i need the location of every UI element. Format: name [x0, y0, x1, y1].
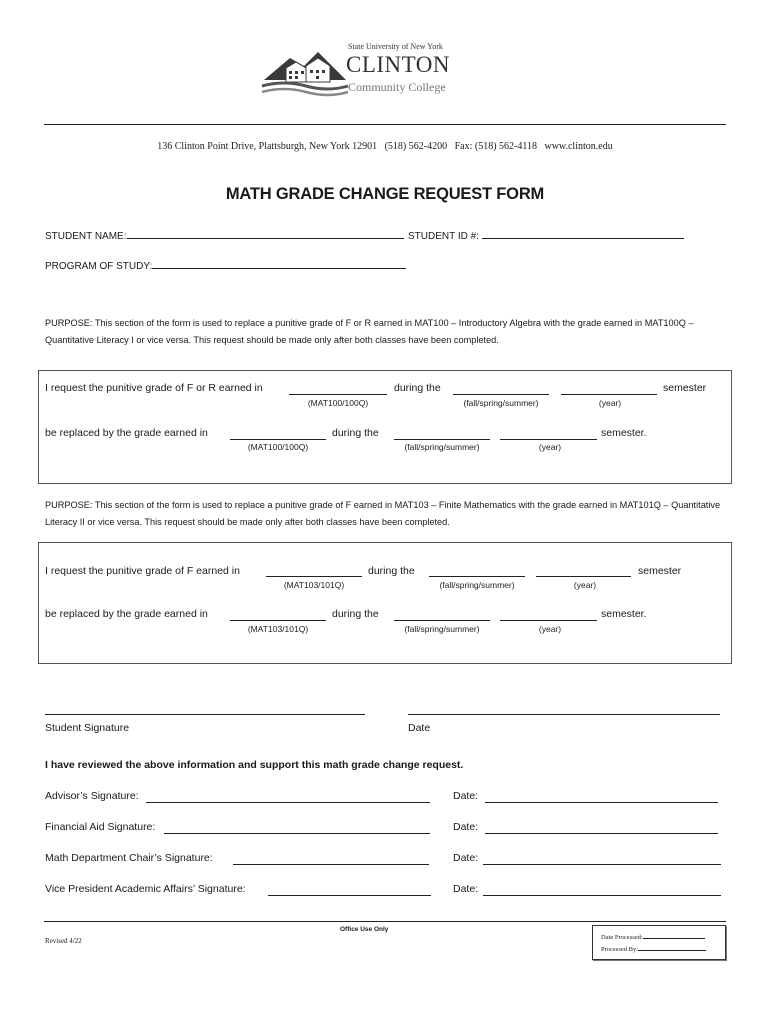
- advisor-signature-label: Advisor’s Signature:: [45, 790, 139, 802]
- program-label: PROGRAM OF STUDY:: [45, 261, 153, 272]
- student-name-line[interactable]: [127, 226, 404, 239]
- section1-row2-year-line[interactable]: [500, 439, 597, 440]
- header-rule: [44, 124, 726, 125]
- program-line[interactable]: [152, 256, 406, 269]
- section2-row1-during: during the: [368, 565, 415, 577]
- section1-row2-term-caption: (fall/spring/summer): [404, 442, 480, 452]
- review-statement: I have reviewed the above information and support this math grade change request.: [45, 759, 464, 771]
- advisor-signature-line[interactable]: [146, 802, 430, 803]
- section2-row1-year-caption: (year): [573, 580, 597, 590]
- logo-name: CLINTON: [346, 52, 451, 77]
- date-processed-field[interactable]: [601, 932, 705, 941]
- footer-rule: [44, 921, 726, 922]
- vp-signature-label: Vice President Academic Affairs’ Signature:: [45, 883, 246, 895]
- date-processed-label: Date Processed:: [601, 934, 643, 941]
- chair-date-line[interactable]: [483, 864, 721, 865]
- section2-row1-year-line[interactable]: [536, 576, 631, 577]
- section2-row2-term-line[interactable]: [394, 620, 490, 621]
- revised-label: Revised 4/22: [45, 937, 82, 945]
- section2-row1-term-line[interactable]: [429, 576, 525, 577]
- section2-box: [38, 542, 732, 664]
- office-use-label: Office Use Only: [340, 926, 389, 933]
- section1-row2-text: be replaced by the grade earned in: [45, 427, 208, 439]
- financial-aid-date-line[interactable]: [485, 833, 718, 834]
- section1-row2-term-line[interactable]: [394, 439, 490, 440]
- section1-row1-text: I request the punitive grade of F or R earned in: [45, 382, 263, 394]
- section2-row2-term-caption: (fall/spring/summer): [404, 624, 480, 634]
- advisor-date-line[interactable]: [485, 802, 718, 803]
- section2-row1-semester: semester: [638, 565, 682, 577]
- section2-row2-text: be replaced by the grade earned in: [45, 608, 208, 620]
- chair-signature-label: Math Department Chair’s Signature:: [45, 852, 213, 864]
- financial-aid-date-label: Date:: [453, 821, 479, 833]
- section2-row2-course-caption: (MAT103/101Q): [247, 624, 309, 634]
- student-id-field[interactable]: [408, 226, 684, 242]
- college-logo: [260, 42, 470, 102]
- section2-row1-course-caption: (MAT103/101Q): [283, 580, 345, 590]
- chair-date-label: Date:: [453, 852, 479, 864]
- purpose-section1: PURPOSE: This section of the form is used to replace a punitive grade of F or R earned in MAT100 – Introductory Algebra with the grade earned in MAT100Q – Quantitative Literacy I or vice versa. This request should be made only after both classes have been completed.: [45, 318, 694, 345]
- student-date-line[interactable]: [408, 714, 720, 715]
- vp-signature-line[interactable]: [268, 895, 431, 896]
- vp-date-line[interactable]: [483, 895, 721, 896]
- section1-row1-course-line[interactable]: [289, 394, 387, 395]
- processed-by-label: Processed By:: [601, 946, 639, 953]
- student-id-label: STUDENT ID #:: [408, 231, 479, 242]
- date-processed-line[interactable]: [643, 932, 705, 939]
- section2-row2-during: during the: [332, 608, 379, 620]
- purpose-section2: PURPOSE: This section of the form is used to replace a punitive grade of F earned in MAT103 – Finite Mathematics with the grade earned in MAT101Q – Quantitative Literacy II or vice versa. This request should be made only after both classes have been completed.: [45, 500, 721, 527]
- section1-row1-course-caption: (MAT100/100Q): [307, 398, 369, 408]
- address-line: 136 Clinton Point Drive, Plattsburgh, New York 12901 (518) 562-4200 Fax: (518) 562-4118 www.clinton.edu: [157, 141, 613, 152]
- vp-date-label: Date:: [453, 883, 479, 895]
- student-date-label: Date: [408, 722, 431, 734]
- section1-row1-year-line[interactable]: [561, 394, 657, 395]
- section2-row2-course-line[interactable]: [230, 620, 326, 621]
- advisor-date-label: Date:: [453, 790, 479, 802]
- logo-subtitle: Community College: [348, 80, 446, 94]
- section1-row2-course-line[interactable]: [230, 439, 326, 440]
- section1-row1-term-line[interactable]: [453, 394, 549, 395]
- financial-aid-signature-label: Financial Aid Signature:: [45, 821, 156, 833]
- section2-row2-year-caption: (year): [538, 624, 562, 634]
- section1-row2-year-caption: (year): [538, 442, 562, 452]
- section1-row1-term-caption: (fall/spring/summer): [463, 398, 539, 408]
- mountain-building-icon: [260, 44, 350, 100]
- section1-row2-semester: semester.: [601, 427, 647, 439]
- office-processing-box: [592, 925, 726, 960]
- student-name-label: STUDENT NAME:: [45, 231, 127, 242]
- section2-row1-text: I request the punitive grade of F earned in: [45, 565, 240, 577]
- logo-university: State University of New York: [348, 42, 443, 51]
- student-signature-line[interactable]: [45, 714, 365, 715]
- section2-row2-year-line[interactable]: [500, 620, 597, 621]
- processed-by-line[interactable]: [638, 944, 706, 951]
- section1-row2-course-caption: (MAT100/100Q): [247, 442, 309, 452]
- form-title: MATH GRADE CHANGE REQUEST FORM: [225, 185, 545, 203]
- program-field[interactable]: [45, 256, 406, 272]
- section1-row1-during: during the: [394, 382, 441, 394]
- section1-row1-semester: semester: [663, 382, 707, 394]
- section1-row2-during: during the: [332, 427, 379, 439]
- processed-by-field[interactable]: [601, 944, 706, 953]
- student-signature-label: Student Signature: [45, 722, 130, 734]
- student-name-field[interactable]: [45, 226, 404, 242]
- section2-row1-term-caption: (fall/spring/summer): [439, 580, 515, 590]
- section1-row1-year-caption: (year): [598, 398, 622, 408]
- student-id-line[interactable]: [482, 226, 684, 239]
- financial-aid-signature-line[interactable]: [164, 833, 430, 834]
- section2-row1-course-line[interactable]: [266, 576, 362, 577]
- section2-row2-semester: semester.: [601, 608, 647, 620]
- chair-signature-line[interactable]: [233, 864, 429, 865]
